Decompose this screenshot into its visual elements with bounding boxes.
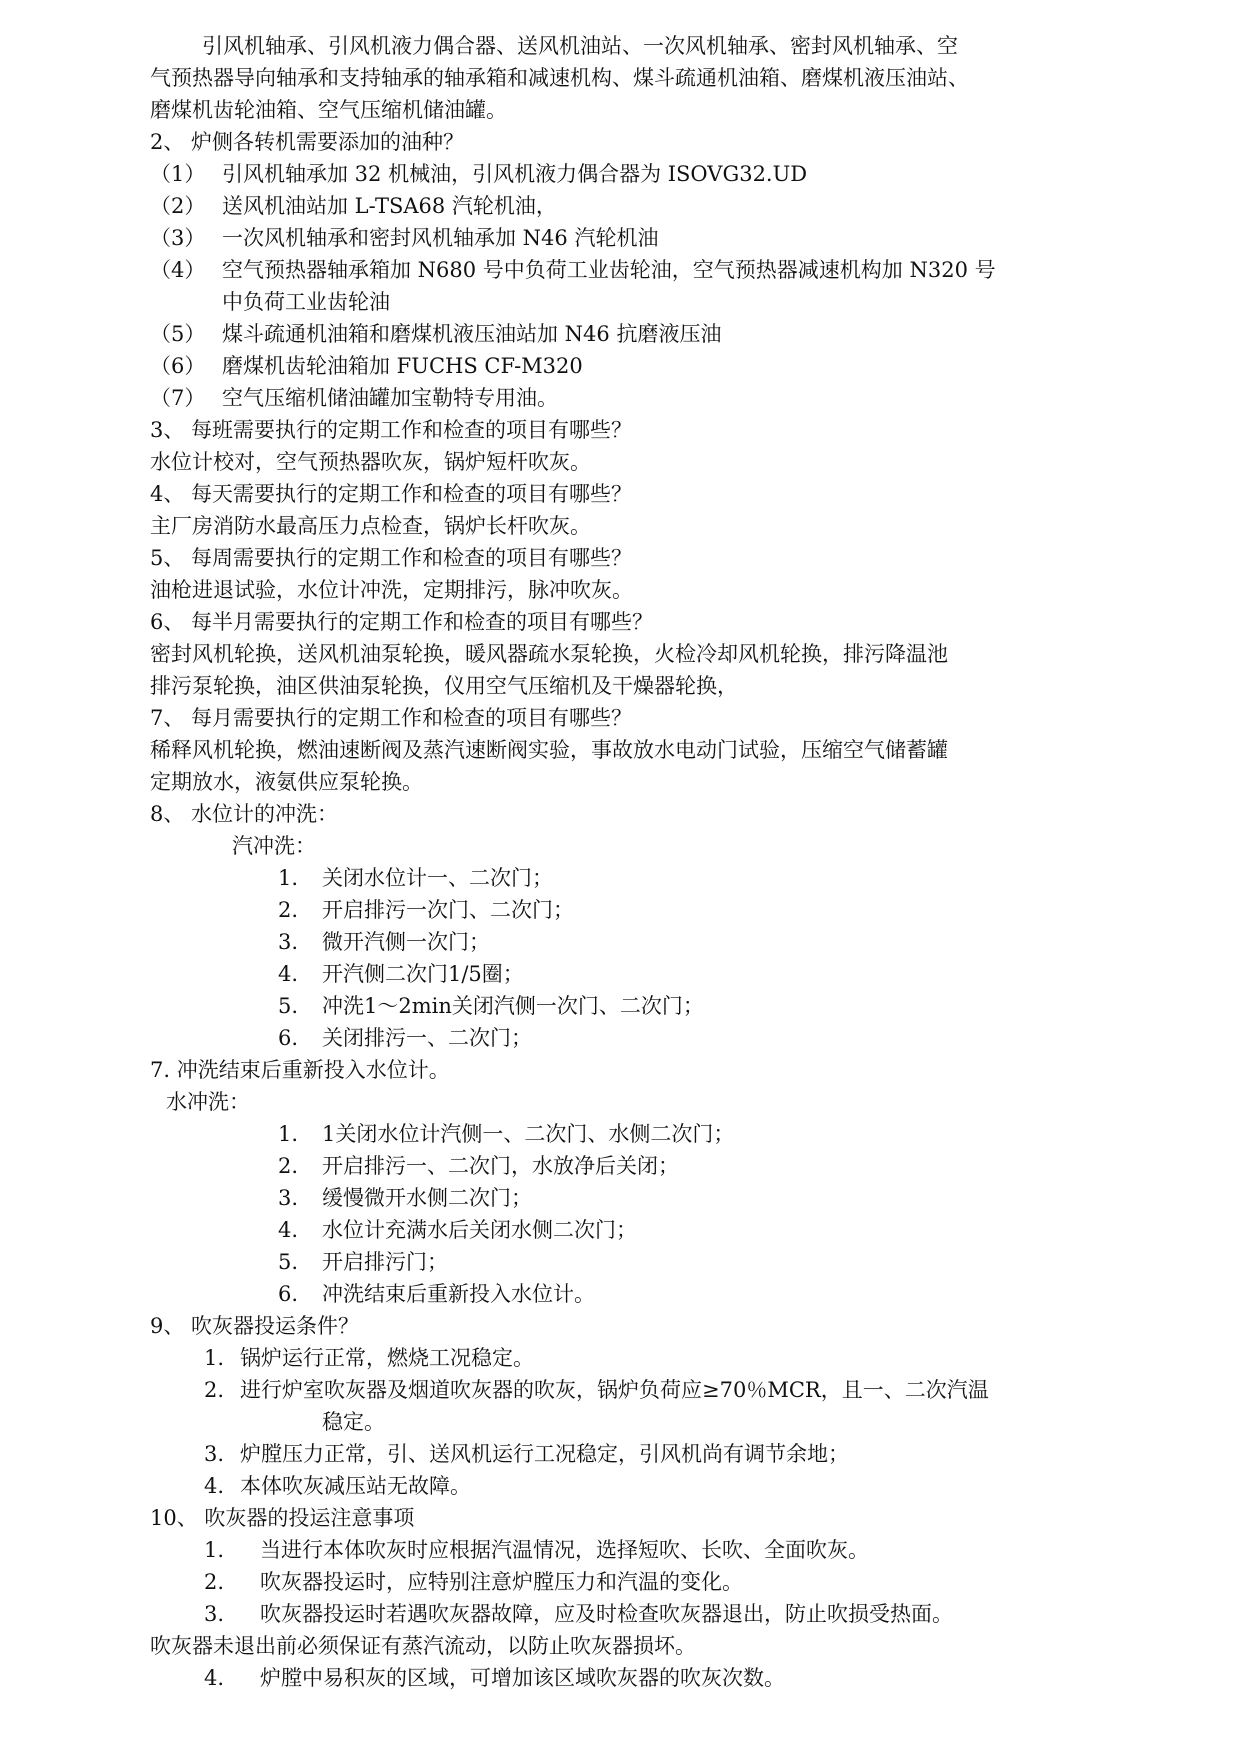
text-line: 送风机油站加 L-TSA68 汽轮机油， xyxy=(222,194,557,218)
item-number: 2. xyxy=(204,1570,225,1594)
text-line: 微开汽侧一次门； xyxy=(322,930,490,954)
text-line: 主厂房消防水最高压力点检查，锅炉长杆吹灰。 xyxy=(150,514,591,538)
text-line: 稳定。 xyxy=(322,1410,385,1434)
text-line: 本体吹灰减压站无故障。 xyxy=(240,1474,471,1498)
text-line: 开汽侧二次门1/5圈； xyxy=(322,962,524,986)
text-line: 缓慢微开水侧二次门； xyxy=(322,1186,532,1210)
text-line: 吹灰器投运时若遇吹灰器故障，应及时检查吹灰器退出，防止吹损受热面。 xyxy=(260,1602,953,1626)
question-heading: 9、 吹灰器投运条件？ xyxy=(150,1314,360,1338)
item-number: 5. xyxy=(278,1250,299,1274)
question-heading: 7、 每月需要执行的定期工作和检查的项目有哪些？ xyxy=(150,706,633,730)
text-line: 油枪进退试验，水位计冲洗，定期排污，脉冲吹灰。 xyxy=(150,578,633,602)
text-line: 空气预热器轴承箱加 N680 号中负荷工业齿轮油，空气预热器减速机构加 N320 号 xyxy=(222,258,996,282)
text-line: 炉膛中易积灰的区域，可增加该区域吹灰器的吹灰次数。 xyxy=(260,1666,785,1690)
text-line: 关闭水位计一、二次门； xyxy=(322,866,553,890)
text-line: 磨煤机齿轮油箱、空气压缩机储油罐。 xyxy=(150,98,507,122)
text-line: 进行炉室吹灰器及烟道吹灰器的吹灰，锅炉负荷应≥70％MCR，且一、二次汽温 xyxy=(240,1378,989,1402)
text-line: 空气压缩机储油罐加宝勒特专用油。 xyxy=(222,386,558,410)
question-heading: 4、 每天需要执行的定期工作和检查的项目有哪些？ xyxy=(150,482,633,506)
item-number: 4. xyxy=(278,1218,299,1242)
item-number: （5） xyxy=(150,322,206,346)
text-line: 开启排污一次门、二次门； xyxy=(322,898,574,922)
text-line: 中负荷工业齿轮油 xyxy=(222,290,390,314)
question-heading: 2、 炉侧各转机需要添加的油种？ xyxy=(150,130,465,154)
item-number: 4. xyxy=(278,962,299,986)
text-line: 1关闭水位计汽侧一、二次门、水侧二次门； xyxy=(322,1122,735,1146)
item-number: 1. xyxy=(204,1346,225,1370)
text-line: 吹灰器未退出前必须保证有蒸汽流动，以防止吹灰器损坏。 xyxy=(150,1634,696,1658)
text-line: 气预热器导向轴承和支持轴承的轴承箱和减速机构、煤斗疏通机油箱、磨煤机液压油站、 xyxy=(150,66,969,90)
text-line: 当进行本体吹灰时应根据汽温情况，选择短吹、长吹、全面吹灰。 xyxy=(260,1538,869,1562)
text-line: 排污泵轮换，油区供油泵轮换，仪用空气压缩机及干燥器轮换， xyxy=(150,674,738,698)
item-number: 3. xyxy=(204,1442,225,1466)
item-number: （6） xyxy=(150,354,206,378)
item-number: 4. xyxy=(204,1666,225,1690)
item-number: 2. xyxy=(204,1378,225,1402)
text-line: 水位计校对，空气预热器吹灰，锅炉短杆吹灰。 xyxy=(150,450,591,474)
item-number: 4. xyxy=(204,1474,225,1498)
text-line: 开启排污门； xyxy=(322,1250,448,1274)
text-line: 冲洗1～2min关闭汽侧一次门、二次门； xyxy=(322,994,704,1018)
item-number: （7） xyxy=(150,386,206,410)
item-number: 3. xyxy=(204,1602,225,1626)
text-line: 关闭排污一、二次门； xyxy=(322,1026,532,1050)
question-heading: 10、 吹灰器的投运注意事项 xyxy=(150,1506,415,1530)
item-number: （3） xyxy=(150,226,206,250)
item-number: 6. xyxy=(278,1026,299,1050)
item-number: 1. xyxy=(278,866,299,890)
item-number: 3. xyxy=(278,930,299,954)
item-number: 2. xyxy=(278,898,299,922)
text-line: 7. 冲洗结束后重新投入水位计。 xyxy=(150,1058,450,1082)
text-line: 吹灰器投运时，应特别注意炉膛压力和汽温的变化。 xyxy=(260,1570,743,1594)
item-number: （2） xyxy=(150,194,206,218)
question-heading: 5、 每周需要执行的定期工作和检查的项目有哪些？ xyxy=(150,546,633,570)
text-line: 煤斗疏通机油箱和磨煤机液压油站加 N46 抗磨液压油 xyxy=(222,322,722,346)
text-line: 开启排污一、二次门，水放净后关闭； xyxy=(322,1154,679,1178)
question-heading: 8、 水位计的冲洗： xyxy=(150,802,339,826)
item-number: （1） xyxy=(150,162,206,186)
item-number: 3. xyxy=(278,1186,299,1210)
item-number: 6. xyxy=(278,1282,299,1306)
item-number: （4） xyxy=(150,258,206,282)
item-number: 5. xyxy=(278,994,299,1018)
text-line: 引风机轴承加 32 机械油，引风机液力偶合器为 ISOVG32.UD xyxy=(222,162,808,186)
sub-heading: 水冲洗： xyxy=(166,1090,250,1114)
sub-heading: 汽冲洗： xyxy=(232,834,316,858)
text-line: 磨煤机齿轮油箱加 FUCHS CF-M320 xyxy=(222,354,583,378)
text-line: 锅炉运行正常，燃烧工况稳定。 xyxy=(240,1346,534,1370)
text-line: 冲洗结束后重新投入水位计。 xyxy=(322,1282,595,1306)
text-line: 稀释风机轮换，燃油速断阀及蒸汽速断阀实验，事故放水电动门试验，压缩空气储蓄罐 xyxy=(150,738,948,762)
item-number: 1. xyxy=(278,1122,299,1146)
text-line: 定期放水，液氨供应泵轮换。 xyxy=(150,770,423,794)
text-line: 一次风机轴承和密封风机轴承加 N46 汽轮机油 xyxy=(222,226,659,250)
item-number: 2. xyxy=(278,1154,299,1178)
question-heading: 6、 每半月需要执行的定期工作和检查的项目有哪些？ xyxy=(150,610,654,634)
text-line: 引风机轴承、引风机液力偶合器、送风机油站、一次风机轴承、密封风机轴承、空 xyxy=(202,34,958,58)
text-line: 水位计充满水后关闭水侧二次门； xyxy=(322,1218,637,1242)
question-heading: 3、 每班需要执行的定期工作和检查的项目有哪些？ xyxy=(150,418,633,442)
text-line: 炉膛压力正常，引、送风机运行工况稳定，引风机尚有调节余地； xyxy=(240,1442,849,1466)
item-number: 1. xyxy=(204,1538,225,1562)
text-line: 密封风机轮换，送风机油泵轮换，暖风器疏水泵轮换，火检冷却风机轮换，排污降温池 xyxy=(150,642,948,666)
